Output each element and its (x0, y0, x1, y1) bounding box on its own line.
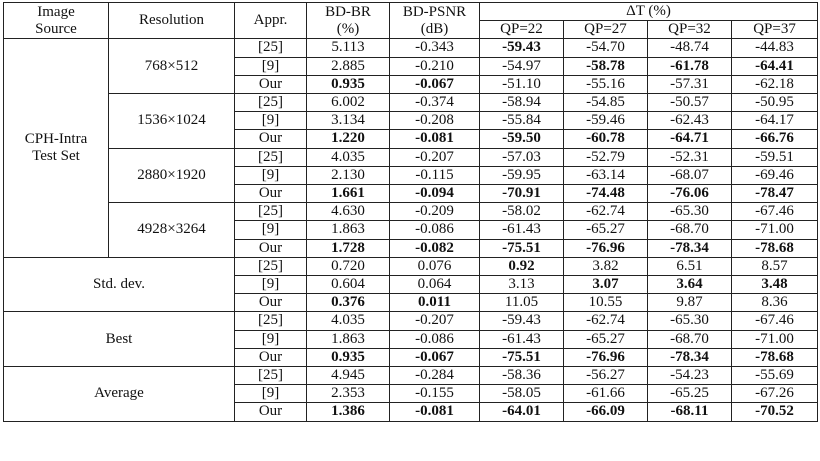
approach-cell: Our (235, 185, 307, 203)
delta-t-cell: 3.82 (564, 257, 648, 275)
delta-t-cell: -66.09 (564, 403, 648, 421)
delta-t-cell: -59.50 (480, 130, 564, 148)
delta-t-cell: -75.51 (480, 348, 564, 366)
bdbr-cell: 0.935 (307, 75, 390, 93)
delta-t-cell: -65.27 (564, 221, 648, 239)
bdbr-cell: 0.604 (307, 276, 390, 294)
delta-t-cell: -67.46 (732, 312, 818, 330)
delta-t-cell: -59.43 (480, 39, 564, 57)
delta-t-cell: -78.47 (732, 185, 818, 203)
delta-t-cell: -54.85 (564, 94, 648, 112)
approach-cell: [9] (235, 57, 307, 75)
bdpsnr-cell: -0.094 (390, 185, 480, 203)
delta-t-cell: -60.78 (564, 130, 648, 148)
header-bdpsnr: BD-PSNR (dB) (390, 3, 480, 39)
delta-t-cell: -76.96 (564, 348, 648, 366)
delta-t-cell: -64.41 (732, 57, 818, 75)
table-row (4, 39, 818, 57)
approach-cell: Our (235, 348, 307, 366)
header-qp-32: QP=32 (648, 21, 732, 39)
delta-t-cell: -58.05 (480, 385, 564, 403)
delta-t-cell: -65.30 (648, 312, 732, 330)
delta-t-cell: -58.02 (480, 203, 564, 221)
delta-t-cell: -62.18 (732, 75, 818, 93)
bdbr-cell: 0.376 (307, 294, 390, 312)
delta-t-cell: -78.68 (732, 239, 818, 257)
bdbr-cell: 1.386 (307, 403, 390, 421)
delta-t-cell: -62.74 (564, 312, 648, 330)
delta-t-cell: 8.57 (732, 257, 818, 275)
approach-cell: Our (235, 239, 307, 257)
bdpsnr-cell: -0.082 (390, 239, 480, 257)
bdpsnr-cell: -0.374 (390, 94, 480, 112)
bdbr-cell: 0.720 (307, 257, 390, 275)
resolution-cell: 2880×1920 (109, 148, 235, 203)
delta-t-cell: 9.87 (648, 294, 732, 312)
bdbr-cell: 2.130 (307, 166, 390, 184)
bdpsnr-cell: -0.207 (390, 148, 480, 166)
bdpsnr-cell: -0.086 (390, 330, 480, 348)
bdpsnr-cell: 0.011 (390, 294, 480, 312)
table-row (4, 203, 818, 221)
delta-t-cell: -64.71 (648, 130, 732, 148)
approach-cell: [9] (235, 112, 307, 130)
delta-t-cell: -58.36 (480, 367, 564, 385)
approach-cell: Our (235, 294, 307, 312)
delta-t-cell: -50.95 (732, 94, 818, 112)
delta-t-cell: -61.43 (480, 221, 564, 239)
header-qp-22: QP=22 (480, 21, 564, 39)
table-row (4, 148, 818, 166)
header-qp-37: QP=37 (732, 21, 818, 39)
delta-t-cell: -76.06 (648, 185, 732, 203)
approach-cell: [9] (235, 166, 307, 184)
delta-t-cell: -62.43 (648, 112, 732, 130)
approach-cell: [25] (235, 312, 307, 330)
delta-t-cell: 10.55 (564, 294, 648, 312)
header-image-source: Image Source (4, 3, 109, 39)
table-row (4, 257, 818, 275)
delta-t-cell: -55.69 (732, 367, 818, 385)
image-source-cell (4, 39, 109, 257)
delta-t-cell: -58.78 (564, 57, 648, 75)
delta-t-cell: -55.84 (480, 112, 564, 130)
delta-t-cell: -48.74 (648, 39, 732, 57)
delta-t-cell: 0.92 (480, 257, 564, 275)
bdpsnr-cell: -0.284 (390, 367, 480, 385)
bdpsnr-cell: -0.210 (390, 57, 480, 75)
bdpsnr-cell: -0.081 (390, 130, 480, 148)
delta-t-cell: -74.48 (564, 185, 648, 203)
bdbr-cell: 1.661 (307, 185, 390, 203)
approach-cell: [25] (235, 203, 307, 221)
delta-t-cell: -70.91 (480, 185, 564, 203)
bdbr-cell: 6.002 (307, 94, 390, 112)
delta-t-cell: -78.34 (648, 239, 732, 257)
delta-t-cell: -52.31 (648, 148, 732, 166)
resolution-cell: 4928×3264 (109, 203, 235, 258)
bdpsnr-cell: -0.081 (390, 403, 480, 421)
header-bdbr: BD-BR (%) (307, 3, 390, 39)
delta-t-cell: -61.66 (564, 385, 648, 403)
delta-t-cell: -64.17 (732, 112, 818, 130)
delta-t-cell: 6.51 (648, 257, 732, 275)
approach-cell: Our (235, 75, 307, 93)
delta-t-cell: 11.05 (480, 294, 564, 312)
delta-t-cell: -57.03 (480, 148, 564, 166)
bdbr-cell: 2.885 (307, 57, 390, 75)
resolution-cell: 1536×1024 (109, 94, 235, 149)
table-header (4, 3, 818, 39)
delta-t-cell: -61.78 (648, 57, 732, 75)
delta-t-cell: -69.46 (732, 166, 818, 184)
delta-t-cell: -54.97 (480, 57, 564, 75)
delta-t-cell: -54.70 (564, 39, 648, 57)
bdbr-cell: 4.945 (307, 367, 390, 385)
delta-t-cell: -78.34 (648, 348, 732, 366)
delta-t-cell: -68.07 (648, 166, 732, 184)
bdbr-cell: 3.134 (307, 112, 390, 130)
delta-t-cell: -67.26 (732, 385, 818, 403)
delta-t-cell: -61.43 (480, 330, 564, 348)
table-body (4, 39, 818, 421)
delta-t-cell: -52.79 (564, 148, 648, 166)
delta-t-cell: -57.31 (648, 75, 732, 93)
delta-t-cell: -68.11 (648, 403, 732, 421)
bdbr-cell: 4.630 (307, 203, 390, 221)
approach-cell: Our (235, 130, 307, 148)
delta-t-cell: -68.70 (648, 330, 732, 348)
approach-cell: Our (235, 403, 307, 421)
delta-t-cell: -71.00 (732, 330, 818, 348)
bdbr-cell: 4.035 (307, 148, 390, 166)
delta-t-cell: -62.74 (564, 203, 648, 221)
delta-t-cell: -50.57 (648, 94, 732, 112)
delta-t-cell: -78.68 (732, 348, 818, 366)
bdpsnr-cell: -0.067 (390, 348, 480, 366)
bdpsnr-cell: -0.155 (390, 385, 480, 403)
resolution-cell: 768×512 (109, 39, 235, 94)
approach-cell: [25] (235, 367, 307, 385)
bdbr-cell: 5.113 (307, 39, 390, 57)
approach-cell: [9] (235, 330, 307, 348)
delta-t-cell: -65.25 (648, 385, 732, 403)
delta-t-cell: 3.13 (480, 276, 564, 294)
bdbr-cell: 0.935 (307, 348, 390, 366)
delta-t-cell: 3.07 (564, 276, 648, 294)
delta-t-cell: -76.96 (564, 239, 648, 257)
approach-cell: [9] (235, 385, 307, 403)
header-delta-t: ΔT (%) (480, 3, 818, 21)
approach-cell: [9] (235, 276, 307, 294)
bdpsnr-cell: -0.086 (390, 221, 480, 239)
bdpsnr-cell: -0.343 (390, 39, 480, 57)
summary-label-cell: Std. dev. (4, 257, 235, 312)
delta-t-cell: -59.43 (480, 312, 564, 330)
delta-t-cell: -58.94 (480, 94, 564, 112)
summary-label-cell: Best (4, 312, 235, 367)
delta-t-cell: -65.27 (564, 330, 648, 348)
delta-t-cell: -70.52 (732, 403, 818, 421)
delta-t-cell: -63.14 (564, 166, 648, 184)
bdpsnr-cell: -0.209 (390, 203, 480, 221)
delta-t-cell: -75.51 (480, 239, 564, 257)
delta-t-cell: -44.83 (732, 39, 818, 57)
approach-cell: [25] (235, 148, 307, 166)
header-approach: Appr. (235, 3, 307, 39)
image-source-line: Test Set (32, 148, 80, 165)
bdbr-cell: 1.863 (307, 221, 390, 239)
header-qp-27: QP=27 (564, 21, 648, 39)
bdpsnr-cell: -0.208 (390, 112, 480, 130)
delta-t-cell: 3.48 (732, 276, 818, 294)
delta-t-cell: -51.10 (480, 75, 564, 93)
table-row (4, 312, 818, 330)
delta-t-cell: -54.23 (648, 367, 732, 385)
delta-t-cell: -66.76 (732, 130, 818, 148)
table-row (4, 94, 818, 112)
bdbr-cell: 1.863 (307, 330, 390, 348)
delta-t-cell: -59.46 (564, 112, 648, 130)
delta-t-cell: -59.95 (480, 166, 564, 184)
bdpsnr-cell: 0.076 (390, 257, 480, 275)
header-resolution: Resolution (109, 3, 235, 39)
approach-cell: [9] (235, 221, 307, 239)
bdbr-cell: 1.220 (307, 130, 390, 148)
delta-t-cell: -55.16 (564, 75, 648, 93)
approach-cell: [25] (235, 94, 307, 112)
image-source-line: CPH-Intra (24, 130, 88, 147)
delta-t-cell: -68.70 (648, 221, 732, 239)
delta-t-cell: -56.27 (564, 367, 648, 385)
delta-t-cell: -67.46 (732, 203, 818, 221)
bdpsnr-cell: 0.064 (390, 276, 480, 294)
approach-cell: [25] (235, 257, 307, 275)
results-table (3, 2, 818, 422)
bdpsnr-cell: -0.067 (390, 75, 480, 93)
bdpsnr-cell: -0.115 (390, 166, 480, 184)
approach-cell: [25] (235, 39, 307, 57)
delta-t-cell: -71.00 (732, 221, 818, 239)
bdbr-cell: 1.728 (307, 239, 390, 257)
table-row (4, 367, 818, 385)
delta-t-cell: 3.64 (648, 276, 732, 294)
delta-t-cell: -59.51 (732, 148, 818, 166)
bdbr-cell: 4.035 (307, 312, 390, 330)
delta-t-cell: 8.36 (732, 294, 818, 312)
summary-label-cell: Average (4, 367, 235, 422)
bdpsnr-cell: -0.207 (390, 312, 480, 330)
delta-t-cell: -64.01 (480, 403, 564, 421)
delta-t-cell: -65.30 (648, 203, 732, 221)
bdbr-cell: 2.353 (307, 385, 390, 403)
